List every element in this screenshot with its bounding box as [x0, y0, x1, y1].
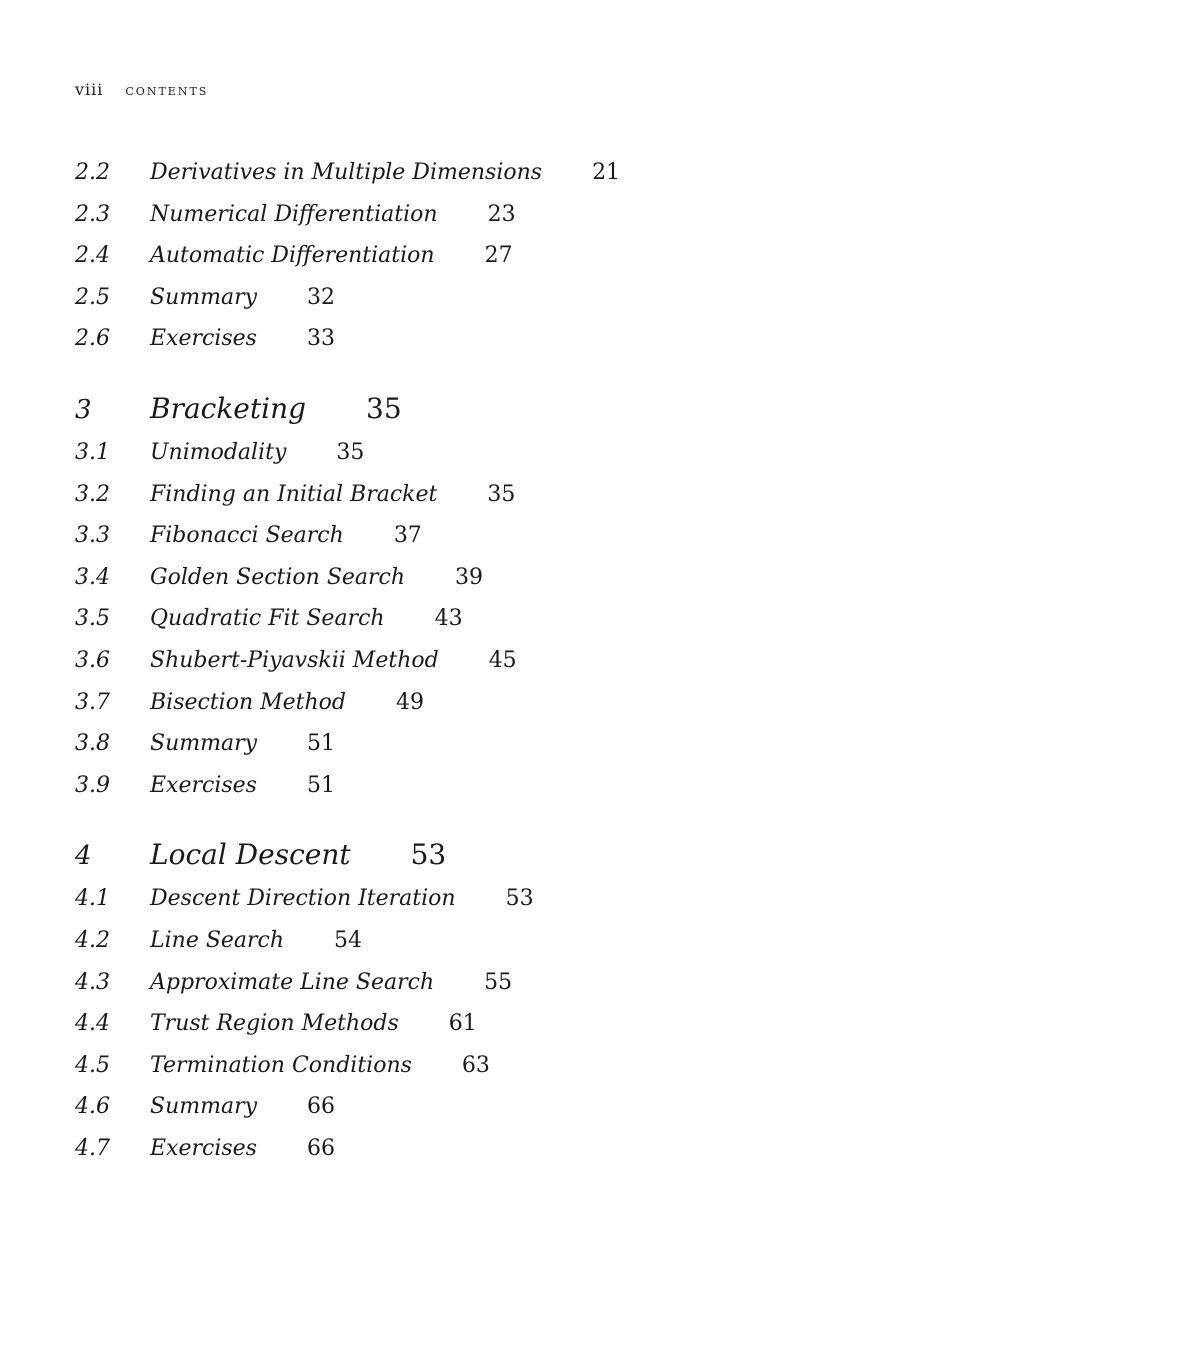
toc-section-number: 3.2: [75, 481, 110, 507]
toc-section-title: Approximate Line Search: [150, 969, 435, 995]
toc-section-entry[interactable]: [75, 202, 1075, 244]
toc-section-number: 4.3: [75, 969, 110, 995]
toc-section-number: 3.3: [75, 523, 110, 549]
toc-chapter-entry[interactable]: [75, 392, 1075, 440]
toc-section-entry[interactable]: [75, 731, 1075, 773]
toc-section-page: 37: [393, 523, 422, 549]
toc-section-number: 3.9: [75, 772, 110, 798]
toc-section-entry[interactable]: [75, 648, 1075, 690]
toc-section-page: 61: [448, 1011, 477, 1037]
toc-section-entry[interactable]: [75, 243, 1075, 285]
toc-section-number: 2.6: [75, 326, 110, 352]
toc-section-title: Golden Section Search: [150, 564, 406, 590]
toc-chapter-number: 4: [75, 841, 92, 872]
toc-section-number: 4.5: [75, 1052, 110, 1078]
toc-section-title: Line Search: [150, 927, 285, 953]
toc-chapter-page: 53: [410, 838, 447, 872]
toc-section-number: 2.4: [75, 243, 110, 269]
toc-section-title: Shubert-Piyavskii Method: [150, 647, 439, 673]
page-header: [75, 80, 208, 99]
toc-section-page: 66: [306, 1135, 335, 1161]
toc-section-title: Fibonacci Search: [150, 523, 344, 549]
toc-section-page: 39: [455, 564, 484, 590]
toc-section-entry[interactable]: [75, 1136, 1075, 1178]
toc-section-number: 2.5: [75, 284, 110, 310]
toc-section-entry[interactable]: [75, 1094, 1075, 1136]
toc-section-number: 3.6: [75, 647, 110, 673]
toc-section-title: Finding an Initial Bracket: [150, 481, 438, 507]
toc-section-title: Exercises: [150, 326, 257, 352]
toc-section-entry[interactable]: [75, 970, 1075, 1012]
toc-section-title: Trust Region Methods: [150, 1011, 399, 1037]
toc-chapter-page: 35: [366, 391, 402, 425]
toc-section-page: 55: [484, 969, 513, 995]
toc-section-page: 66: [307, 1094, 336, 1120]
toc-section-page: 35: [336, 439, 365, 465]
toc-section-number: 3.4: [75, 564, 110, 590]
toc-section-number: 4.2: [75, 927, 110, 953]
toc-section-entry[interactable]: [75, 440, 1075, 482]
toc-section-number: 2.3: [75, 201, 110, 227]
toc-section-entry[interactable]: [75, 886, 1075, 928]
toc-section-entry[interactable]: [75, 606, 1075, 648]
toc-section-title: Descent Direction Iteration: [150, 886, 456, 912]
toc-section-entry[interactable]: [75, 285, 1075, 327]
toc-section-page: 21: [592, 160, 621, 185]
toc-section-title: Termination Conditions: [150, 1052, 412, 1078]
toc-section-entry[interactable]: [75, 1053, 1075, 1095]
running-title: contents: [125, 80, 209, 99]
toc-section-number: 4.1: [75, 886, 110, 912]
toc-section-number: 4.4: [75, 1011, 110, 1037]
toc-section-page: 51: [307, 731, 336, 757]
toc-section-title: Quadratic Fit Search: [150, 606, 385, 632]
toc-section-title: Automatic Differentiation: [150, 243, 435, 269]
toc-section-page: 54: [334, 927, 363, 953]
toc-section-number: 3.7: [75, 689, 110, 715]
toc-section-page: 63: [461, 1052, 490, 1078]
toc-section-page: 43: [434, 606, 463, 632]
toc-section-title: Derivatives in Multiple Dimensions: [150, 160, 543, 185]
page-number: viii: [75, 80, 104, 99]
toc-section-number: 4.7: [75, 1135, 110, 1161]
toc-section-entry[interactable]: [75, 1011, 1075, 1053]
toc-section-entry[interactable]: [75, 160, 1075, 202]
toc-section-number: 2.2: [75, 160, 110, 185]
toc-section-page: 45: [488, 647, 517, 673]
toc-section-page: 23: [487, 201, 516, 227]
toc-section-entry[interactable]: [75, 326, 1075, 368]
toc-section-title: Numerical Differentiation: [150, 201, 438, 227]
toc-section-page: 27: [484, 243, 513, 269]
toc-section-number: 4.6: [75, 1094, 110, 1120]
toc-section-entry[interactable]: [75, 773, 1075, 815]
toc-section-title: Exercises: [150, 1135, 257, 1161]
toc-section-title: Bisection Method: [150, 689, 347, 715]
toc-chapter-number: 3: [75, 394, 92, 425]
toc-section-number: 3.5: [75, 606, 110, 632]
toc-section-page: 49: [396, 689, 425, 715]
toc-chapter-title: Bracketing: [150, 391, 307, 425]
toc-section-entry[interactable]: [75, 565, 1075, 607]
toc-section-title: Summary: [150, 1094, 258, 1120]
toc-section-entry[interactable]: [75, 690, 1075, 732]
toc-section-title: Unimodality: [150, 439, 287, 465]
toc-section-page: 35: [487, 481, 516, 507]
toc-chapter-title: Local Descent: [150, 838, 351, 872]
toc-section-title: Summary: [150, 731, 258, 757]
toc-section-number: 3.8: [75, 731, 110, 757]
toc-section-title: Exercises: [150, 772, 257, 798]
toc-chapter-entry[interactable]: [75, 838, 1075, 886]
table-of-contents: [75, 160, 1075, 1177]
toc-section-page: 53: [505, 886, 534, 912]
toc-section-entry[interactable]: [75, 928, 1075, 970]
toc-section-number: 3.1: [75, 439, 110, 465]
toc-section-entry[interactable]: [75, 482, 1075, 524]
toc-section-entry[interactable]: [75, 523, 1075, 565]
toc-section-page: 51: [306, 772, 335, 798]
toc-section-title: Summary: [150, 284, 258, 310]
toc-section-page: 33: [306, 326, 335, 352]
toc-section-page: 32: [307, 284, 336, 310]
